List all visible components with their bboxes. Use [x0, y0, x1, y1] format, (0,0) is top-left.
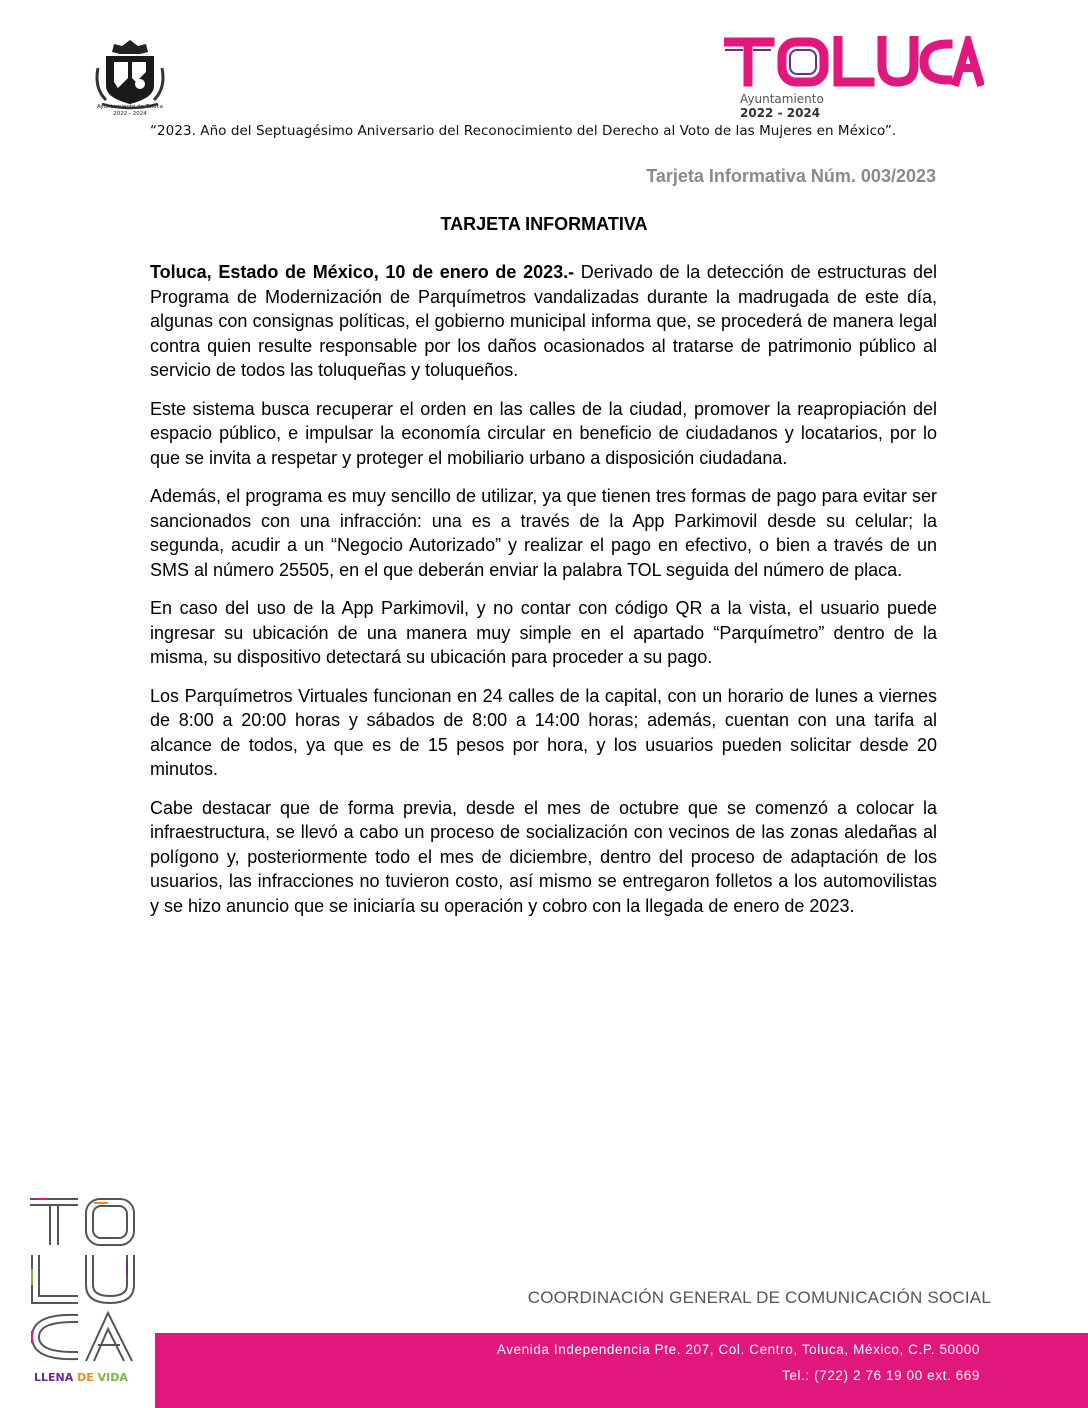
- tagline-c: VIDA: [97, 1371, 128, 1384]
- paragraph-4: En caso del uso de la App Parkimovil, y no contar con código QR a la vista, el usuario puede ingresar su ubicación de una manera muy simple en el apartado “Parquímetro” dentro de la misma, su dispositivo detectará su ubicación para proceder a su pago.: [150, 598, 937, 667]
- document-reference: Tarjeta Informativa Núm. 003/2023: [646, 166, 936, 186]
- seal-caption: Ayuntamiento de Toluca: [97, 104, 163, 110]
- toluca-logo: [724, 36, 984, 122]
- tagline-a: LLENA: [34, 1371, 74, 1384]
- tagline-b: DE: [77, 1371, 94, 1384]
- tagline: [34, 1371, 128, 1384]
- department-name: COORDINACIÓN GENERAL DE COMUNICACIÓN SOCIAL: [527, 1288, 991, 1307]
- paragraph-1: [150, 260, 937, 383]
- logo-subtitle-text: Ayuntamiento: [740, 92, 824, 106]
- logo-years: 2022 - 2024: [740, 106, 821, 120]
- footer-address: Avenida Independencia Pte. 207, Col. Centro, Toluca, México, C.P. 50000: [496, 1342, 980, 1357]
- paragraph-3: Además, el programa es muy sencillo de utilizar, ya que tienen tres formas de pago para evitar ser sancionados con una infracción: una es a través de la App Parkimovil desde su celular; la segunda, acudir a un “Negocio Autorizado” y realizar el pago en efectivo, o bien a través de un SMS al número 25505, en el que deberán enviar la palabra TOL seguida del número de placa.: [150, 486, 937, 580]
- coat-of-arms-seal: [88, 38, 172, 118]
- paragraph-1-text: Derivado de la detección de estructuras del Programa de Modernización de Parquímetros vandalizadas durante la madrugada de este día, algunas con consignas políticas, el gobierno municipal informa que, se procederá de manera legal contra quien resulte responsable por los daños ocasionados al tratarse de patrimonio público al servicio de todos las toluqueñas y toluqueños.: [150, 262, 938, 380]
- toluca-stacked-logo: [28, 1195, 140, 1390]
- footer-phone: Tel.: (722) 2 76 19 00 ext. 669: [782, 1368, 980, 1383]
- document-body: [150, 260, 937, 932]
- seal-years: 2022 - 2024: [113, 111, 147, 117]
- lead-dateline: Toluca, Estado de México, 10 de enero de 2023.-: [150, 262, 575, 282]
- paragraph-2: Este sistema busca recuperar el orden en las calles de la ciudad, promover la reapropiación del espacio público, e impulsar la economía circular en beneficio de ciudadanos y locatarios, por lo que se invita a respetar y proteger el mobiliario urbano a disposición ciudadana.: [150, 398, 937, 468]
- logo-subtitle: [740, 92, 824, 120]
- document-title: TARJETA INFORMATIVA: [440, 214, 648, 234]
- toluca-stacked-logo-icon: [28, 1195, 140, 1365]
- paragraph-5: Los Parquímetros Virtuales funcionan en 24 calles de la capital, con un horario de lunes a viernes de 8:00 a 20:00 horas y sábados de 8:00 a 14:00 horas; además, cuentan con una tarifa al alcance de todos, ya que es de 15 pesos por hora, y los usuarios pueden solicitar desde 20 minutos.: [150, 685, 937, 779]
- year-motto: “2023. Año del Septuagésimo Aniversario del Reconocimiento del Derecho al Voto de las Mujeres en México”.: [150, 123, 897, 139]
- paragraph-6: Cabe destacar que de forma previa, desde el mes de octubre que se comenzó a colocar la infraestructura, se llevó a cabo un proceso de socialización con vecinos de las zonas aledañas al polígono y, posteriormente todo el mes de diciembre, dentro del proceso de adaptación de los usuarios, las infracciones no tuvieron costo, así mismo se entregaron folletos a los automovilistas y se hizo anuncio que se iniciaría su operación y cobro con la llegada de enero de 2023.: [150, 797, 937, 916]
- toluca-logo-icon: [724, 36, 984, 88]
